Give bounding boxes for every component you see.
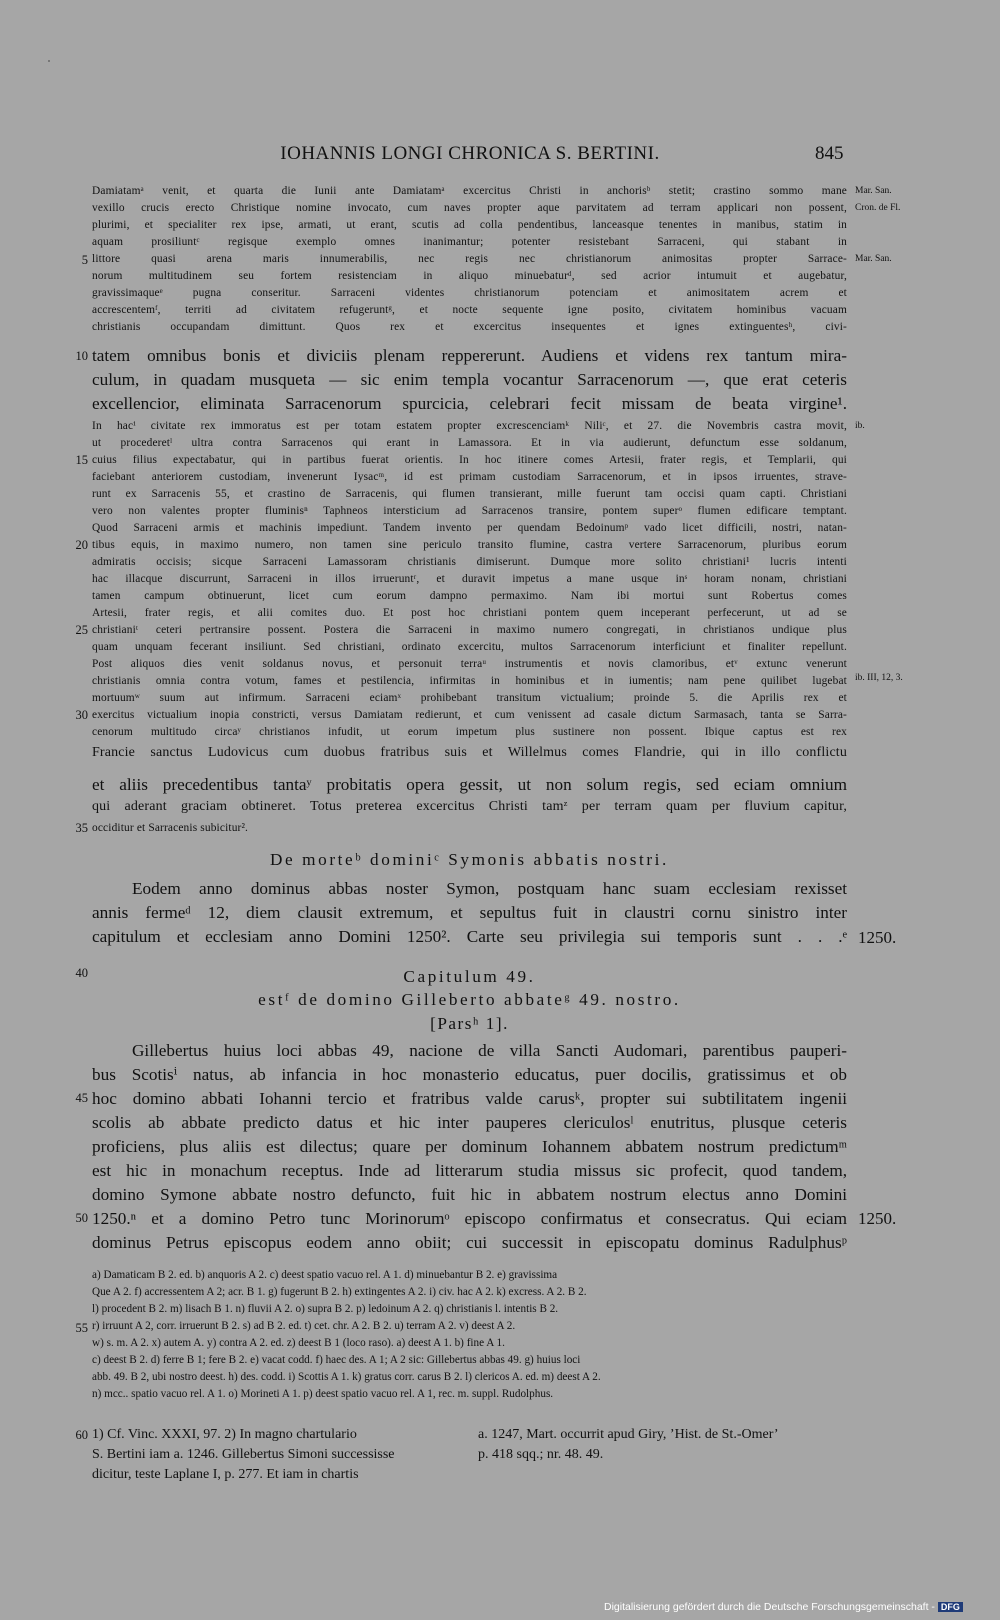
line-number: 25 [75,623,88,637]
body-line: admiratis occisis; sicque Sarraceni Lamassoram christianis dimiserunt. Dumque more solito christiani¹ lucris intenti [92,556,847,568]
line-number: 5 [81,253,88,267]
margin-note: ib. [855,421,865,431]
body-line: excellencior, eliminata Sarracenorum spurcicia, celebrari fecit missam de beata virgine¹. [92,394,847,413]
page-number: 845 [815,143,844,164]
paragraph-line: annis fermeᵈ 12, diem clausit extremum, et sepultus fuit in claustri cornu sinistro inter [92,903,847,922]
note-line-right: p. 418 sqq.; nr. 48. 49. [478,1447,604,1462]
body-line: christianis omnia contra votum, fames et pestilencia, infirmitas in hominibus et in iumentis; nam pene quilibet lugebat [92,675,847,687]
footnote-line: r) irruunt A 2, corr. irruerunt B 2. s) ad B 2. ed. t) cet. chr. A 2. B 2. u) terram A 2. v) deest A 2. [92,1320,516,1332]
line-number: 50 [75,1211,88,1225]
margin-note: Mar. San. [855,186,892,196]
line-number: 35 [75,821,88,835]
body-line: tamen campum obtinuerunt, licet cum eorum dampno permaximo. Nam ibi mortui sunt Robertus comes [92,590,847,602]
body-line: Damiatamᵃ venit, et quarta die Iunii ante Damiatamᵃ excercitus Christi in anchorisᵇ stetit; crastino sommo mane [92,185,847,197]
body-line: In hacⁱ civitate rex immoratus est per totam estatem propter excrescenciamᵏ Niliᶜ, et 27. die Novembris castra movit, [92,420,847,432]
line-number: 60 [75,1428,88,1442]
scan-speck [48,60,50,62]
body-line: cuius filius expectabatur, qui in partibus fuerat orientis. In hoc itinere comes Artesii, frater regis, et Templarii, qui [92,454,847,466]
body-line: vero non valentes propter fluminisⁿ Taphneos intersticium ad Sarracenos transire, pontem superᵒ flumen edificare temptant. [92,505,847,517]
body-line: Post aliquos dies venit soldanus novus, et personuit terraᵘ instrumentis et novis clamoribus, etᵛ extunc venerunt [92,658,847,670]
line-number: 40 [75,966,88,980]
body-line: occiditur et Sarracenis subicitur². [92,822,249,834]
body-line: exercitus victualium inopia constricti, versus Damiatam redierunt, et cum venissent ad casale dictum Sarmasach, tanta se Sarra- [92,709,847,721]
footnote-line: abb. 49. B 2, ubi nostro deest. h) des. codd. i) Scottis A 1. k) gratus corr. carus B 2. l) clericos A. ed. m) deest A 2. [92,1371,601,1383]
note-line-left: dicitur, teste Laplane I, p. 277. Et iam in chartis [92,1467,359,1482]
margin-note: Cron. de Fl. [855,203,901,213]
body-line: gravissimaqueᵉ pugna conseritur. Sarraceni videntes christianorum potenciam et animositatem acrem et [92,287,847,299]
body-line: hac illacque discurrunt, Sarraceni in illos irrueruntʳ, et duravit impetus a mane usque inˢ horam nonam, christiani [92,573,847,585]
body-line: qui aderant graciam obtineret. Totus preterea excercitus Christi tamᶻ per terram quam per fluvium capitur, [92,799,847,814]
footnote-line: n) mcc.. spatio vacuo rel. A 1. o) Morineti A 1. p) deest spatio vacuo rel. A 1, rec. m. suppl. Rudolphus. [92,1388,554,1400]
body-line: cenorum multitudo circaʸ christianos infudit, ut eorum impetum plus sustinere non possent. Ibique captus est rex [92,726,847,738]
running-header [0,143,1000,169]
footnote-line: c) deest B 2. d) ferre B 1; fere B 2. e) vacat codd. f) haec des. A 1; A 2 sic: Gillebertus abbas 49. g) huius loci [92,1354,581,1366]
footnote-line: Que A 2. f) accressentem A 2; acr. B 1. g) fugerunt B 2. h) extingentes A 2. i) civ. hac A 2. k) excress. A 2. B 2. [92,1286,587,1298]
line-number: 20 [75,538,88,552]
chapter-pars: [Parsʰ 1]. [430,1014,509,1033]
body-line: quam unquam fecerant insiliunt. Sed christiani, ordinato excercitu, multos Sarracenorum interficiunt et finaliter repellunt. [92,641,847,653]
chapter-title: Capitulum 49. [403,967,536,986]
paragraph-line: capitulum et ecclesiam anno Domini 1250². Carte seu privilegia sui temporis sunt . . .ᵉ [92,927,847,946]
body-line: ut procederetˡ ultra contra Sarracenos qui erant in Lamassora. Et in via audierunt, defunctum esse soldanum, [92,437,847,449]
margin-note: Mar. San. [855,254,892,264]
body-line: vexillo crucis erecto Christique nomine invocato, cum naves propter aque parvitatem ad terram applicari non possent, [92,202,847,214]
body-line: tatem omnibus bonis et diviciis plenam reppererunt. Audiens et videns rex tantum mira- [92,346,847,365]
body-line: norum multitudinem seu fortem resistenciam in aliquo minuebaturᵈ, sed acrior intumuit et augebatur, [92,270,847,282]
dfg-logo: DFG [938,1602,963,1612]
chapter-subtitle: estᶠ de domino Gilleberto abbateᵍ 49. nostro. [258,990,681,1009]
note-line-left: S. Bertini iam a. 1246. Gillebertus Simoni successisse [92,1447,395,1462]
paragraph-line: hoc domino abbati Iohanni tercio et fratribus valde carusᵏ, propter sui subtilitatem ingenii [92,1089,847,1108]
body-line: plurimi, et specialiter rex ipse, armati, ut erant, scutis ad colla pendentibus, lanceasque tenentes in manibus, statim in [92,219,847,231]
year-marker: 1250. [858,928,897,947]
line-number: 15 [75,453,88,467]
paragraph-line: scolis ab abbate predicto datus et hic inter pauperes clericulosˡ enutritus, plusque ceteris [92,1113,847,1132]
section-heading: De morteᵇ dominiᶜ Symonis abbatis nostri. [270,850,669,869]
line-number: 55 [75,1321,88,1335]
body-line: culum, in quadam musqueta — sic enim templa vocantur Sarracenorum —, que erat ceteris [92,370,847,389]
body-line: Francie sanctus Ludovicus cum duobus fratribus suis et Willelmus comes Flandrie, qui in illo conflictu [92,745,847,760]
body-line: mortuumʷ suum aut infirmum. Sarraceni eciamˣ prohibebant transitum victualium; proinde 5. die Aprilis rex et [92,692,847,704]
body-line: runt ex Sarracenis 55, et crastino de Sarracenis, qui flumen transierant, mille fuerunt tam occisi quam capti. Christiani [92,488,847,500]
body-line: Quod Sarraceni armis et machinis impediunt. Tandem invento per quendam Bedoinumᵖ vado licet difficili, nostri, natan- [92,522,847,534]
footnote-line: w) s. m. A 2. x) autem A. y) contra A 2. ed. z) deest B 1 (loco raso). a) deest A 1. b) fine A 1. [92,1337,505,1349]
digitization-credit [604,1601,963,1613]
body-line: littore quasi arena maris innumerabilis, nec regis nec christianorum animositas propter Sarrace- [92,253,847,265]
paragraph-line: proficiens, plus aliis est dilectus; quare per dominum Iohannem abbatem nostrum predictumᵐ [92,1137,847,1156]
line-number: 45 [75,1091,88,1105]
note-line-left: 1) Cf. Vinc. XXXI, 97. 2) In magno chartulario [92,1427,357,1442]
body-line: aquam prosiliuntᶜ regisque exemplo omnes inanimantur; potenter resistebant Sarraceni, qui stabant in [92,236,847,248]
paragraph-line: Eodem anno dominus abbas noster Symon, postquam hanc suam ecclesiam rexisset [132,879,847,898]
body-line: faciebant anteriorem custodiam, invenerunt Iysacᵐ, id est primam custodiam Sarracenorum, et in ipsos irruentes, strave- [92,471,847,483]
note-line-right: a. 1247, Mart. occurrit apud Giry, ’Hist. de St.-Omer’ [478,1427,779,1442]
paragraph-line: est hic in monachum receptus. Inde ad litterarum studia missus sic profecit, quod tandem, [92,1161,847,1180]
paragraph-line: bus Scotisⁱ natus, ab infancia in hoc monasterio educatus, puer docilis, gratissimus et ob [92,1065,847,1084]
paragraph-line: 1250.ⁿ et a domino Petro tunc Morinorumᵒ episcopo confirmatus et consecratus. Qui eciam [92,1209,847,1228]
body-line: christianiᵗ ceteri pertransire possent. Postera die Sarraceni in maximo numero congregati, in christianos undique plus [92,624,847,636]
credit-text: Digitalisierung gefördert durch die Deutsche Forschungsgemeinschaft - [604,1601,935,1613]
footnote-line: l) procedent B 2. m) lisach B 1. n) fluvii A 2. o) supra B 2. p) ledoinum A 2. q) christianis l. intentis B 2. [92,1303,559,1315]
body-line: Artesii, frater regis, et alii comites duo. Et post hoc christiani pontem quem inceperant perfecerunt, ut ad se [92,607,847,619]
margin-note: ib. III, 12, 3. [855,673,903,683]
paragraph-line: dominus Petrus episcopus eodem anno obiit; cui successit in episcopatu dominus Radulphusᵖ [92,1233,847,1252]
paragraph-line: Gillebertus huius loci abbas 49, nacione de villa Sancti Audomari, parentibus pauperi- [132,1041,847,1060]
year-marker: 1250. [858,1209,897,1228]
line-number: 30 [75,708,88,722]
running-title: IOHANNIS LONGI CHRONICA S. BERTINI. [280,143,660,164]
body-line: accrescentemᶠ, territi ad civitatem refugeruntᵍ, et nocte sequente igne posito, civitatem hominibus vacuam [92,304,847,316]
body-line: christianis occupandam dimittunt. Quos rex et excercitus insequentes et ignes extinguentesʰ, civi- [92,321,847,333]
body-line: et aliis precedentibus tantaʸ probitatis opera gessit, ut non solum regis, sed eciam omnium [92,775,847,794]
footnote-line: a) Damaticam B 2. ed. b) anquoris A 2. c) deest spatio vacuo rel. A 1. d) minuebantur B 2. e) gravissima [92,1269,558,1281]
paragraph-line: domino Symone abbate nostro defuncto, fuit hic in abbatem nostrum electus anno Domini [92,1185,847,1204]
line-number: 10 [75,349,88,363]
body-line: tibus equis, in maximo numero, non tamen sine periculo transito flumine, castra vertere Sarracenorum, pluribus eorum [92,539,847,551]
